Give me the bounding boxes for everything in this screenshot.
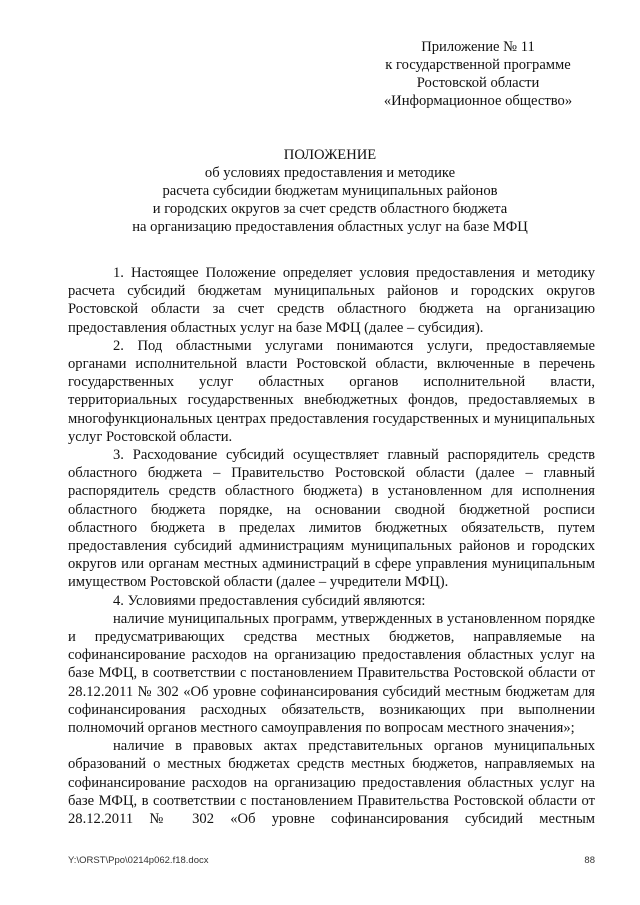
title-line-1: об условиях предоставления и методике xyxy=(204,165,456,181)
appendix-region: Ростовской области xyxy=(416,75,540,91)
title-heading: ПОЛОЖЕНИЕ xyxy=(283,147,377,163)
paragraph-4: 4. Условиями предоставления субсидий являются: xyxy=(113,592,426,609)
appendix-program-name: «Информационное общество» xyxy=(383,93,573,109)
title-line-4: на организацию предоставления областных услуг на базе МФЦ xyxy=(132,219,528,235)
appendix-number: Приложение № 11 xyxy=(421,39,535,55)
title-line-2: расчета субсидии бюджетам муниципальных районов xyxy=(162,183,498,199)
document-title xyxy=(60,146,600,236)
file-path: Y:\ORST\Ppo\0214p062.f18.docx xyxy=(68,855,209,866)
paragraph-3: 3. Расходование субсидий осуществляет главный распорядитель средств областного бюджета – Правительство Ростовской области (далее – главный распорядитель средств областного бюджета) в установленном для исполнения областного бюджета порядке, на основании сводной бюджетной росписи областного бюджета в пределах лимитов бюджетных обязательств, путем предоставления субсидий администрациям муниципальных районов и городских округов или органам местных администраций в сфере управления муниципальным имуществом Ростовской области (далее – учредители МФЦ). xyxy=(68,447,595,591)
paragraph-5: наличие муниципальных программ, утвержденных в установленном порядке и предусматривающих средства местных бюджетов, направляемые на софинансирование расходов на организацию предоставления областных услуг на базе МФЦ, в соответствии с постановлением Правительства Ростовской области от 28.12.2011 № 302 «Об уровне софинансирования субсидий местным бюджетам для софинансирования расходных обязательств, возникающих при выполнении полномочий органов местного самоуправления по вопросам местного значения»; xyxy=(68,610,595,737)
appendix-header xyxy=(368,38,588,110)
paragraph-2: 2. Под областными услугами понимаются услуги, предоставляемые органами исполнительной власти Ростовской области, включенные в перечень государственных услуг областных органов исполнительной власти, территориальных государственных внебюджетных фондов, предоставляемых в многофункциональных центрах предоставления государственных и муниципальных услуг Ростовской области. xyxy=(68,337,595,445)
appendix-program-ref: к государственной программе xyxy=(385,57,571,73)
paragraph-1: 1. Настоящее Положение определяет условия предоставления и методику расчета субсидий бюджетам муниципальных районов и городских округов Ростовской области за счет средств областного бюджета на организацию предоставления областных услуг на базе МФЦ (далее – субсидия). xyxy=(68,265,595,336)
title-line-3: и городских округов за счет средств областного бюджета xyxy=(152,201,508,217)
paragraph-6: наличие в правовых актах представительных органов муниципальных образований о местных бюджетах средств местных бюджетов, направляемых на софинансирование расходов на организацию предоставления областных услуг на базе МФЦ, в соответствии с постановлением Правительства Ростовской области от 28.12.2011 № 302 «Об уровне софинансирования субсидий местным xyxy=(68,738,595,828)
page-number: 88 xyxy=(584,855,595,866)
document-body xyxy=(68,264,595,828)
